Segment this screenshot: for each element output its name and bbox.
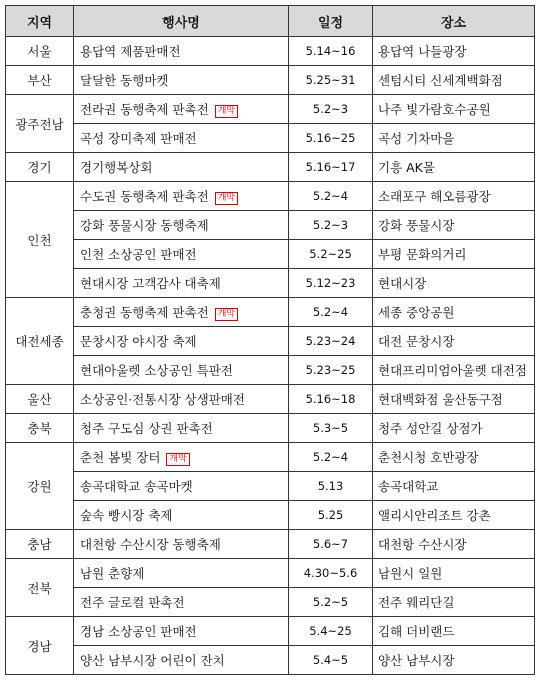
- event-name: 인천 소상공인 판매전: [80, 247, 197, 262]
- region-cell: 인천: [6, 182, 74, 298]
- date-cell: 5.25~31: [289, 66, 373, 95]
- date-cell: 4.30~5.6: [289, 559, 373, 588]
- table-body: [6, 37, 535, 675]
- region-cell: 서울: [6, 37, 74, 66]
- event-name: 청주 구도심 상권 판촉전: [80, 421, 213, 436]
- place-cell: 남원시 일원: [373, 559, 535, 588]
- place-cell: 양산 남부시장: [373, 646, 535, 675]
- table-row: [6, 153, 535, 182]
- event-name: 수도권 동행축제 판촉전: [80, 189, 209, 204]
- table-row: [6, 617, 535, 646]
- place-cell: 곡성 기차마을: [373, 124, 535, 153]
- event-name: 용답역 제품판매전: [80, 44, 181, 59]
- header-row: [6, 6, 535, 37]
- event-cell: [74, 443, 289, 472]
- table-row: [6, 269, 535, 298]
- place-cell: 김해 더비랜드: [373, 617, 535, 646]
- region-cell: 충북: [6, 414, 74, 443]
- place-cell: 춘천시청 호반광장: [373, 443, 535, 472]
- opening-badge: 개막: [215, 105, 238, 118]
- event-cell: [74, 124, 289, 153]
- date-cell: 5.4~25: [289, 617, 373, 646]
- place-cell: 청주 성안길 상점가: [373, 414, 535, 443]
- region-cell: 광주전남: [6, 95, 74, 153]
- place-cell: 현대시장: [373, 269, 535, 298]
- opening-badge: 개막: [215, 308, 238, 321]
- event-name: 송곡대학교 송곡마켓: [80, 479, 193, 494]
- region-cell: 대전세종: [6, 298, 74, 385]
- place-cell: 기흥 AK몰: [373, 153, 535, 182]
- table-row: [6, 501, 535, 530]
- table-row: [6, 356, 535, 385]
- region-cell: 경남: [6, 617, 74, 675]
- event-cell: [74, 182, 289, 211]
- region-cell: 부산: [6, 66, 74, 95]
- header-event: 행사명: [74, 6, 289, 37]
- table-row: [6, 443, 535, 472]
- event-name: 소상공인·전통시장 상생판매전: [80, 392, 245, 407]
- date-cell: 5.12~23: [289, 269, 373, 298]
- place-cell: 앨리시안리조트 강촌: [373, 501, 535, 530]
- event-name: 양산 남부시장 어린이 잔치: [80, 653, 225, 668]
- event-table: [5, 5, 535, 675]
- place-cell: 현대프리미엄아울렛 대전점: [373, 356, 535, 385]
- region-cell: 울산: [6, 385, 74, 414]
- event-cell: [74, 472, 289, 501]
- date-cell: 5.4~5: [289, 646, 373, 675]
- event-cell: [74, 501, 289, 530]
- place-cell: 현대백화점 울산동구점: [373, 385, 535, 414]
- opening-badge: 개막: [215, 192, 238, 205]
- event-name: 곡성 장미축제 판매전: [80, 131, 197, 146]
- event-name: 숲속 빵시장 축제: [80, 508, 173, 523]
- place-cell: 부평 문화의거리: [373, 240, 535, 269]
- place-cell: 대전 문창시장: [373, 327, 535, 356]
- table-row: [6, 124, 535, 153]
- date-cell: 5.2~3: [289, 95, 373, 124]
- place-cell: 소래포구 해오름광장: [373, 182, 535, 211]
- event-cell: [74, 66, 289, 95]
- region-cell: 경기: [6, 153, 74, 182]
- date-cell: 5.2~4: [289, 443, 373, 472]
- date-cell: 5.3~5: [289, 414, 373, 443]
- table-row: [6, 37, 535, 66]
- header-region: 지역: [6, 6, 74, 37]
- event-cell: [74, 298, 289, 327]
- region-cell: 충남: [6, 530, 74, 559]
- event-name: 문창시장 야시장 축제: [80, 334, 197, 349]
- event-name: 경기행복상회: [80, 160, 153, 175]
- event-cell: [74, 153, 289, 182]
- event-name: 춘천 봄빛 장터: [80, 450, 161, 465]
- date-cell: 5.6~7: [289, 530, 373, 559]
- place-cell: 강화 풍물시장: [373, 211, 535, 240]
- event-cell: [74, 646, 289, 675]
- table-row: [6, 298, 535, 327]
- date-cell: 5.14~16: [289, 37, 373, 66]
- date-cell: 5.23~24: [289, 327, 373, 356]
- event-name: 강화 풍물시장 동행축제: [80, 218, 209, 233]
- event-cell: [74, 327, 289, 356]
- date-cell: 5.2~25: [289, 240, 373, 269]
- event-cell: [74, 559, 289, 588]
- event-name: 충청권 동행축제 판촉전: [80, 305, 209, 320]
- date-cell: 5.16~17: [289, 153, 373, 182]
- place-cell: 송곡대학교: [373, 472, 535, 501]
- event-schedule: [5, 5, 535, 675]
- event-name: 대천항 수산시장 동행축제: [80, 537, 221, 552]
- event-cell: [74, 414, 289, 443]
- event-cell: [74, 95, 289, 124]
- event-cell: [74, 588, 289, 617]
- place-cell: 용답역 나들광장: [373, 37, 535, 66]
- header-date: 일정: [289, 6, 373, 37]
- event-name: 현대아울렛 소상공인 특판전: [80, 363, 233, 378]
- table-row: [6, 211, 535, 240]
- table-row: [6, 95, 535, 124]
- event-cell: [74, 356, 289, 385]
- table-row: [6, 559, 535, 588]
- table-row: [6, 182, 535, 211]
- place-cell: 센텀시티 신세계백화점: [373, 66, 535, 95]
- place-cell: 대천항 수산시장: [373, 530, 535, 559]
- event-cell: [74, 385, 289, 414]
- date-cell: 5.25: [289, 501, 373, 530]
- date-cell: 5.2~5: [289, 588, 373, 617]
- event-cell: [74, 617, 289, 646]
- event-name: 경남 소상공인 판매전: [80, 624, 197, 639]
- event-cell: [74, 530, 289, 559]
- table-row: [6, 385, 535, 414]
- date-cell: 5.2~4: [289, 298, 373, 327]
- event-cell: [74, 211, 289, 240]
- event-name: 전주 글로컬 판촉전: [80, 595, 185, 610]
- date-cell: 5.2~4: [289, 182, 373, 211]
- event-name: 달달한 동행마켓: [80, 73, 169, 88]
- event-cell: [74, 269, 289, 298]
- table-row: [6, 240, 535, 269]
- table-row: [6, 414, 535, 443]
- table-row: [6, 472, 535, 501]
- place-cell: 세종 중앙공원: [373, 298, 535, 327]
- place-cell: 전주 웨리단길: [373, 588, 535, 617]
- event-cell: [74, 240, 289, 269]
- opening-badge: 개막: [166, 453, 189, 466]
- table-row: [6, 588, 535, 617]
- event-name: 전라권 동행축제 판촉전: [80, 102, 209, 117]
- date-cell: 5.16~18: [289, 385, 373, 414]
- date-cell: 5.13: [289, 472, 373, 501]
- place-cell: 나주 빛가람호수공원: [373, 95, 535, 124]
- header-place: 장소: [373, 6, 535, 37]
- event-name: 현대시장 고객감사 대축제: [80, 276, 221, 291]
- table-row: [6, 327, 535, 356]
- date-cell: 5.16~25: [289, 124, 373, 153]
- region-cell: 강원: [6, 443, 74, 530]
- table-row: [6, 646, 535, 675]
- event-cell: [74, 37, 289, 66]
- table-row: [6, 530, 535, 559]
- region-cell: 전북: [6, 559, 74, 617]
- date-cell: 5.23~25: [289, 356, 373, 385]
- date-cell: 5.2~3: [289, 211, 373, 240]
- table-row: [6, 66, 535, 95]
- event-name: 남원 춘향제: [80, 566, 145, 581]
